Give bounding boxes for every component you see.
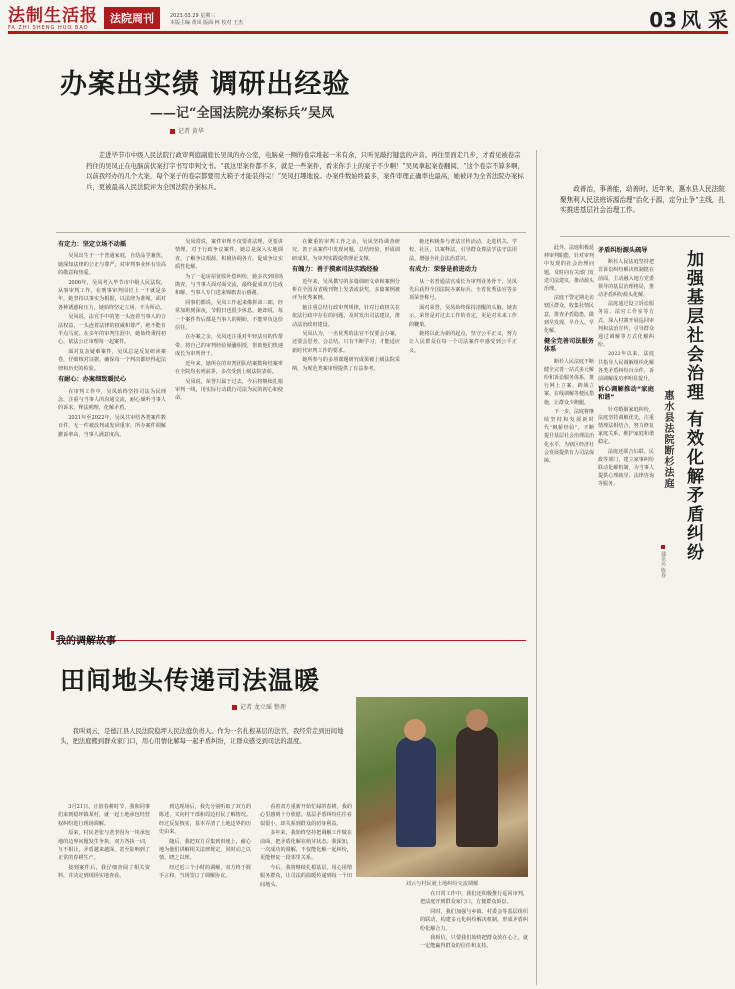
paragraph: 近年来，她所在的审判团队结案数和结案率在全院均名列前茅，多次受到上级法院表彰。 bbox=[175, 360, 283, 376]
right-col1 bbox=[598, 244, 654, 982]
subhead: 有定力：坚定立场不动摇 bbox=[58, 241, 127, 248]
paragraph: 吴凤说，法官手中的笔一头连着当事人的合法权益，一头连着法律的权威和尊严，绝不能有半点马虎。在多年的审判生涯中，她始终秉持初心，依法公正审理每一起案件。 bbox=[58, 314, 166, 346]
paragraph: 在日常工作中，我们还积极推行巡回审判，把法庭开到群众家门口，方便群众诉讼。 bbox=[420, 891, 528, 906]
page-section-name: 风 采 bbox=[681, 8, 728, 32]
article2-photo bbox=[356, 697, 528, 877]
paragraph: 多年来，我始终坚持把调解工作做在前面，把矛盾化解在萌芽状态。我深知，一次成功的调解，不仅能化解一起纠纷，更能修复一段邻里关系。 bbox=[260, 830, 352, 862]
photo-head-judge bbox=[404, 719, 426, 741]
paragraph: 吴凤常说，案件审理不仅要讲法理，更要讲情理。对于行政争议案件，她总是深入实地调查，了解争议根源，积极协调各方，促成争议实质性化解。 bbox=[175, 239, 283, 271]
issue-date: 2023.03.29 星期三 bbox=[170, 13, 216, 19]
paragraph: 我相信，只要我们始终把群众放在心上，就一定能赢得群众的信任和支持。 bbox=[420, 935, 528, 950]
subhead: 健全完善司法服务体系 bbox=[544, 338, 594, 354]
paragraph: 在繁重的审判工作之余，吴凤坚持调查研究，善于从案件中发现问题，总结经验，形成调研成果，为审判实践提供理论支撑。 bbox=[292, 239, 400, 262]
issue-meta bbox=[170, 13, 243, 27]
paragraph: 2022年以来，法庭共指导人民调解组织化解各类矛盾纠纷百余件，诉前调解成功率明显提升。 bbox=[598, 351, 654, 383]
subhead: 诉心调解推动“家庭和谐” bbox=[598, 386, 654, 402]
paragraph: 看着双方重新开始忙碌的春耕，我的心里感到十分欣慰。基层矛盾纠纷往往看似很小，却关系到群众的切身利益。 bbox=[260, 804, 352, 827]
page-number: 03 bbox=[649, 8, 678, 32]
paragraph: 断杉人民法庭不断健全完善一站式多元解纷和诉讼服务体系，推行网上立案、跨域立案、在线调解等便民措施，让群众少跑腿。 bbox=[544, 358, 594, 406]
paragraph: 从一名普通法官成长为审判业务骨干，吴凤先后获得全国法院办案标兵、全省优秀法官等多项荣誉称号。 bbox=[409, 278, 517, 302]
paragraph: 接到案件后，我仔细查阅了相关资料，并决定到现场实地查看。 bbox=[58, 864, 150, 880]
issue-editors: 本版主编 黄凤 版面 柯 校对 王杰 bbox=[170, 20, 243, 26]
masthead bbox=[8, 6, 728, 34]
article1-byline: 记者 黄华 bbox=[170, 126, 204, 135]
article2-columns-left bbox=[58, 803, 352, 983]
paragraph: 原来，村民老张与老李因为一块承包地的边界问题发生争执，双方各执一词，互不相让，矛盾越来越深，甚至影响到了正常的春耕生产。 bbox=[58, 830, 150, 862]
photo-person-judge bbox=[396, 737, 436, 847]
subhead: 矛盾纠纷源头疏导 bbox=[598, 247, 648, 254]
paragraph: 3月21日，正值春耕时节，我和同事们来到稳坪镇某村，就一起土地承包经营权纠纷进行现场调解。 bbox=[58, 804, 150, 827]
article1-columns bbox=[58, 238, 517, 618]
section-bar bbox=[56, 629, 526, 647]
paragraph: 吴凤出生于一个普通家庭，自幼品学兼优。她深知法律的公正与尊严，对审判事业怀有崇高的敬意和热爱。 bbox=[58, 253, 166, 277]
logo-block bbox=[8, 7, 98, 31]
section-bar-label: 我的调解故事 bbox=[56, 636, 116, 647]
paragraph: 2021年至2022年，吴凤共审结各类案件数百件，无一件被改判或发回重审，所办案件调解撤诉率高，当事人满意度高。 bbox=[58, 414, 166, 438]
photo-person-villager bbox=[456, 727, 498, 847]
paragraph: 在审判工作中，吴凤始终坚持司法为民理念，注重与当事人的沟通交流，耐心倾听当事人的诉求，释法明理，化解矛盾。 bbox=[58, 388, 166, 412]
article2-col4 bbox=[420, 890, 528, 982]
paragraph: 同时，我们加强与乡镇、村委会等基层组织的联动，构建多元化纠纷解决机制，形成矛盾纠纷化解合力。 bbox=[420, 908, 528, 932]
article2-col3 bbox=[260, 803, 352, 983]
article1-col3 bbox=[292, 238, 400, 618]
subhead: 有耐心：办案细致暖民心 bbox=[58, 376, 127, 384]
article2-columns-right bbox=[420, 890, 528, 982]
paragraph: 她所参与的多项课题研究成果被上级法院采纳，为规范类案审理提供了有益参考。 bbox=[292, 357, 400, 372]
article1-col4 bbox=[409, 238, 517, 618]
column-separator bbox=[536, 150, 537, 985]
paragraph: 经过近三个小时的调解，双方终于握手言和，当场签订了调解协议。 bbox=[159, 864, 251, 880]
article2-col2 bbox=[159, 803, 251, 983]
divider bbox=[56, 232, 526, 233]
right-article-intro: 政善治，事善能，动善时。近年来，惠水县人民法院聚焦利人民法庭诉源治理“治化于源，定分止争”主线，扎实推进基层社会治理工作。 bbox=[560, 185, 725, 214]
paragraph: 吴凤说，荣誉只属于过去，今后将继续扎根审判一线，用实际行动践行司法为民的初心和使命。 bbox=[175, 378, 283, 402]
paragraph: 同事们都说，吴凤工作起来像拼命三郎，经常加班到深夜，节假日也很少休息。她却说，每一个案件背后都是当事人的期盼，不能辜负这份信任。 bbox=[175, 299, 283, 332]
paragraph: 她还积极参与普法宣传活动，走进机关、学校、社区，以案释法，引导群众尊法学法守法用法，增强全社会法治意识。 bbox=[409, 239, 517, 262]
right-article-subheadline: 惠水县法院断杉法庭 bbox=[662, 390, 673, 489]
right-col2 bbox=[544, 244, 594, 982]
article2-lead: 我叫刘云，是德江县人民法院稳坪人民法庭负责人。作为一名扎根基层的法官，我经常走到田间地头，把法庭搬到群众家门口，用心用情化解每一起矛盾纠纷，让群众感受到司法的温度。 bbox=[60, 728, 344, 746]
paragraph: 吴凤认为，一名优秀的法官不仅要会办案，还要会思考、会总结。只有不断学习，才能适应新时代审判工作的要求。 bbox=[292, 331, 400, 354]
paragraph: 到达现场后，我先分别听取了双方的陈述，又向村干部和周边村民了解情况。经过反复核实，基本弄清了土地边界的历史由来。 bbox=[159, 804, 251, 836]
paragraph: 她注重总结行政审判规律，针对行政机关在依法行政中存在的问题，及时发出司法建议，推动法治政府建设。 bbox=[292, 304, 400, 328]
right-article-byline: 通讯员 陈春 bbox=[660, 545, 667, 578]
paragraph: 今后，我将继续扎根基层，用心用情服务群众，让司法的温暖传递到每一个田间地头。 bbox=[260, 864, 352, 888]
photo-caption: 刘云与村民就土地纠纷交流调解 bbox=[405, 881, 479, 887]
article1-lead: 走进毕节市中级人民法院行政审判庭副庭长吴凤的办公室，电脑桌一侧的卷宗堆起一米有余，只听见敲打键盘的声音。再往里面走几步，才看见被卷宗挡住的吴凤正在电脑前伏案打字书写审判文书。“我这里案件都不多，就是一些案件，看来你手上的案子不少啊！”吴凤拿起案卷翻阅，“这个卷宗不算多啊，以前我经办的几个大案，每个案子的卷宗都要用大箱子才能装得完！”吴凤打趣地说。办案件数始终最多，案件审理正确率也最高，她被评为全省法院办案标兵，更被最高人民法院评为全国法院办案标兵。 bbox=[86, 151, 524, 191]
logo: 法制生活报 bbox=[8, 6, 98, 26]
article1-col2 bbox=[175, 238, 283, 618]
paragraph: 针对婚姻家庭纠纷，法庭坚持调解优先，注重情理法相结合，努力修复家庭关系，维护家庭和谐稳定。 bbox=[598, 406, 654, 446]
logo-en: FA ZHI SHENG HUO BAO bbox=[8, 25, 89, 31]
article1-subheadline: ——记“全国法院办案标兵”吴凤 bbox=[150, 106, 334, 121]
paragraph: 2006年，吴凤考入毕节市中级人民法院，从事审判工作。在刑事审判岗位上一干就是多年，她坚持以事实为根据，以法律为准绳。面对各种诱惑和压力，她始终坚定立场，不为所动。 bbox=[58, 279, 166, 311]
paragraph: 法庭还联合妇联、民政等部门，建立家事纠纷联动化解机制，为当事人提供心理疏导、法律咨询等服务。 bbox=[598, 448, 654, 488]
paragraph: 随后，我把双方召集到田埂上，耐心地为他们讲解相关法律规定，同时动之以情、晓之以理。 bbox=[159, 838, 251, 862]
article1-headline: 办案出实绩 调研出经验 bbox=[60, 69, 351, 100]
paragraph: 下一步，法庭将继续坚持和发展新时代“枫桥经验”，不断提升基层社会治理法治化水平，为辖区经济社会发展提供有力司法保障。 bbox=[544, 408, 594, 465]
paragraph: 面对复杂疑难案件，吴凤总是反复研读案卷，仔细核对证据，确保每一个判决都经得起法律和历史的检验。 bbox=[58, 348, 166, 372]
article1-col1 bbox=[58, 238, 166, 618]
right-article-headline: 加强基层社会治理 有效化解矛盾纠纷 bbox=[683, 250, 703, 562]
subhead: 有魄力：善于摸索司法实践经验 bbox=[292, 266, 379, 274]
paragraph: 断杉人民法庭坚持把非诉讼纠纷解决机制挺在前面，主动融入地方党委领导的基层治理格局，推动矛盾纠纷源头化解。 bbox=[598, 259, 654, 299]
photo-head-villager bbox=[466, 709, 488, 731]
article2-byline: 记者 龙立瑶 整理 bbox=[232, 702, 286, 711]
subhead: 有成力：荣誉是前进动力 bbox=[409, 266, 478, 274]
section-tag: 法院周刊 bbox=[104, 7, 160, 29]
paragraph: 法庭干警定期走访辖区群众，收集社情民意，排查矛盾隐患，做到早发现、早介入、早化解。 bbox=[544, 295, 594, 335]
paragraph: 面对荣誉，吴凤始终保持清醒的头脑，她表示，荣誉是对过去工作的肯定，更是对未来工作的鞭策。 bbox=[409, 304, 517, 328]
divider bbox=[560, 236, 730, 237]
paragraph: 法庭通过设立诉讼服务站、法官工作室等方式，深入村寨开展巡回审判和法治宣传，引导群众通过调解等方式化解纠纷。 bbox=[598, 301, 654, 349]
paragraph: 此外，法庭积极延伸审判职能，针对审判中发现的社会治理问题，及时向有关部门发送司法建议，推动源头治理。 bbox=[544, 245, 594, 293]
paragraph: 她将以此为新的起点，坚守公平正义，努力让人民群众在每一个司法案件中感受到公平正义。 bbox=[409, 331, 517, 354]
article2-col1 bbox=[58, 803, 150, 983]
paragraph: 为了一起房屋征收补偿纠纷，她多次到现场勘查，与当事人面对面交流，最终促成双方达成和解，当事人专门送来锦旗表示感谢。 bbox=[175, 273, 283, 297]
paragraph: 近年来，吴凤撰写的多篇调研文章和案例分析在全国及省级刊物上发表或获奖，多篇案例被评为优秀案例。 bbox=[292, 278, 400, 302]
article2-headline: 田间地头传递司法温暖 bbox=[60, 666, 321, 695]
paragraph: 在办案之余，吴凤还注重对年轻法官的传帮带，将自己的审判经验倾囊相授，帮助他们快速成长为审判骨干。 bbox=[175, 334, 283, 358]
